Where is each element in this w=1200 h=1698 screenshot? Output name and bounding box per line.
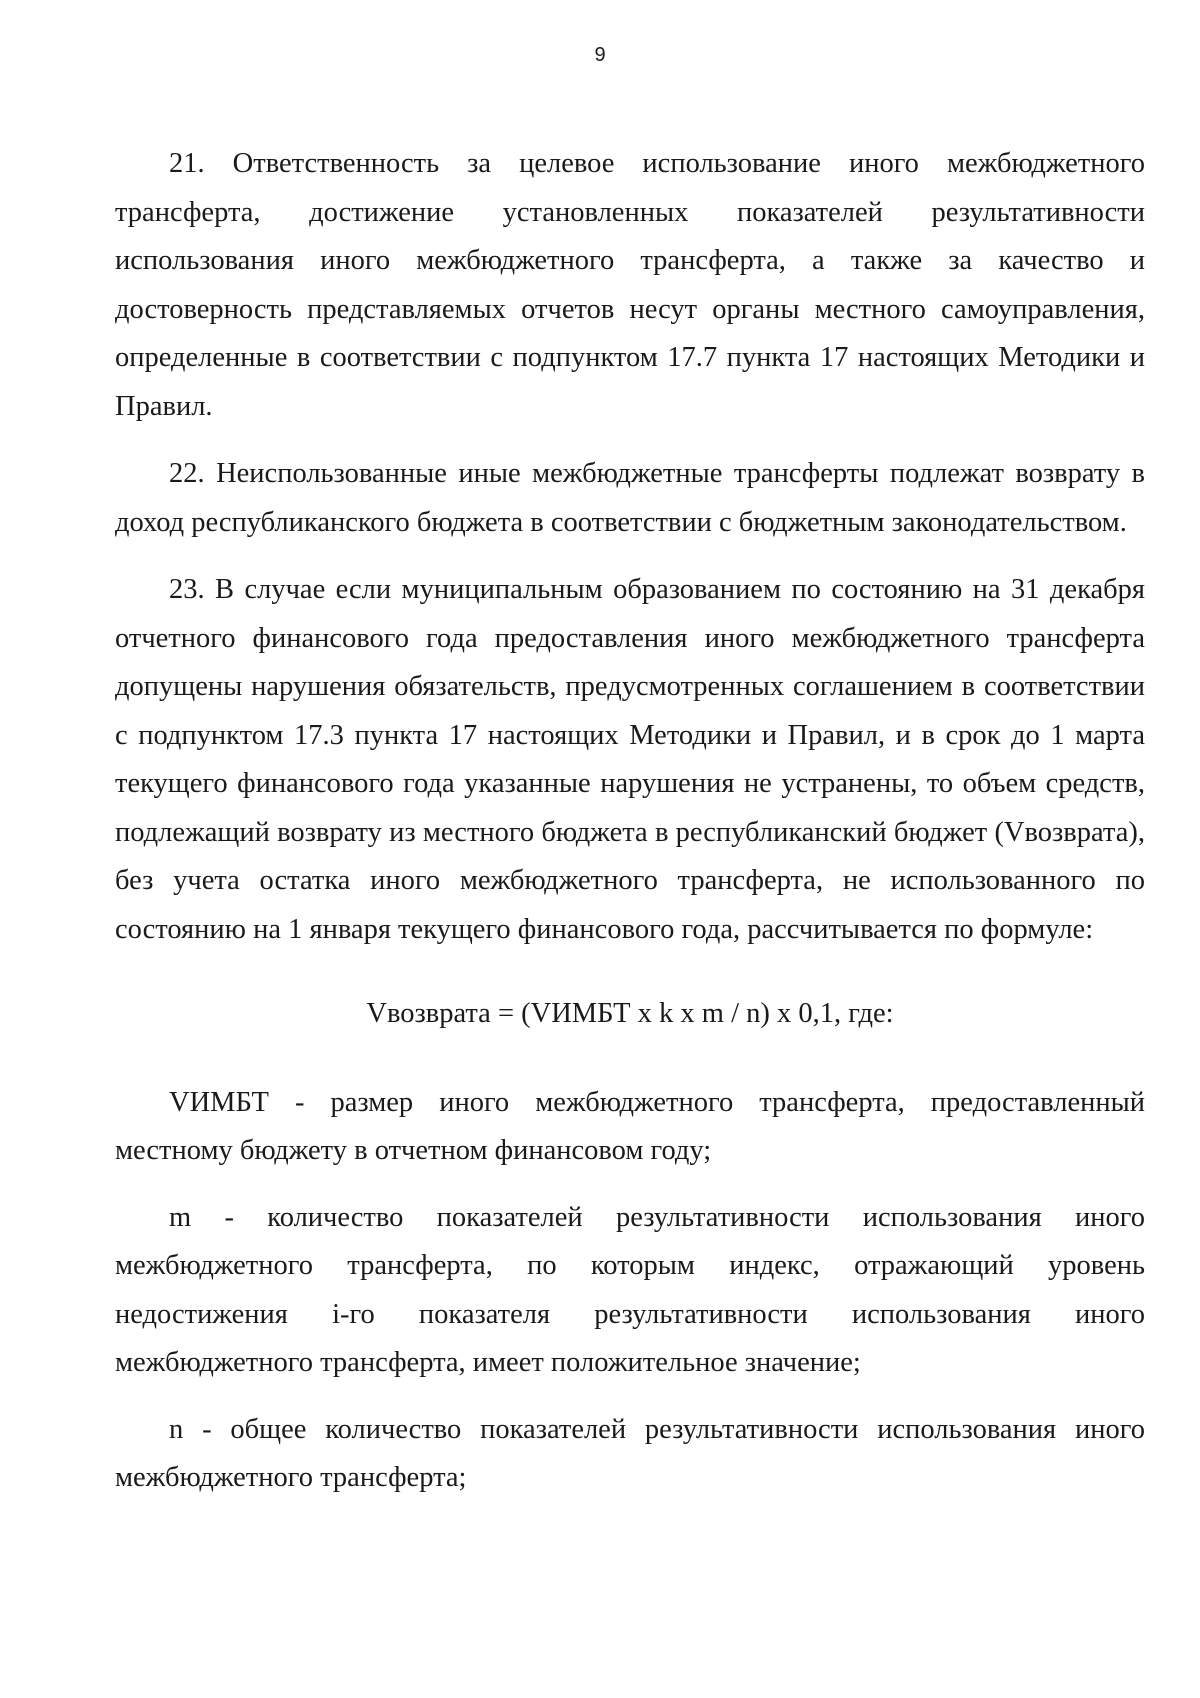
page-number: 9: [594, 44, 606, 66]
paragraph-23: 23. В случае если муниципальным образованием по состоянию на 31 декабря отчетного финансового года предоставления иного межбюджетного трансферта допущены нарушения обязательств, предусмотренных соглашением в соответствии с подпунктом 17.3 пункта 17 настоящих Методики и Правил, и в срок до 1 марта текущего финансового года указанные нарушения не устранены, то объем средств, подлежащий возврату из местного бюджета в республиканский бюджет (Vвозврата), без учета остатка иного межбюджетного трансферта, не использованного по состоянию на 1 января текущего финансового года, рассчитывается по формуле:: [115, 574, 1145, 945]
paragraph-21: 21. Ответственность за целевое использование иного межбюджетного трансферта, достижение установленных показателей результативности использования иного межбюджетного трансферта, а также за качество и достоверность представляемых отчетов несут органы местного самоуправления, определенные в соответствии с подпунктом 17.7 пункта 17 настоящих Методики и Правил.: [115, 148, 1145, 422]
definition-m: m - количество показателей результативности использования иного межбюджетного трансферта, по которым индекс, отражающий уровень недостижения i-го показателя результативности использования иного межбюджетного трансферта, имеет положительное значение;: [115, 1201, 1145, 1378]
paragraph-22: 22. Неиспользованные иные межбюджетные трансферты подлежат возврату в доход республиканского бюджета в соответствии с бюджетным законодательством.: [115, 458, 1145, 538]
definition-n: n - общее количество показателей результативности использования иного межбюджетного трансферта;: [115, 1413, 1145, 1493]
definition-vimbt: VИМБТ - размер иного межбюджетного трансферта, предоставленный местному бюджету в отчетном финансовом году;: [115, 1086, 1145, 1166]
formula: Vвозврата = (VИМБТ x k x m / n) x 0,1, где:: [366, 998, 894, 1029]
document-body: [115, 140, 1145, 1521]
